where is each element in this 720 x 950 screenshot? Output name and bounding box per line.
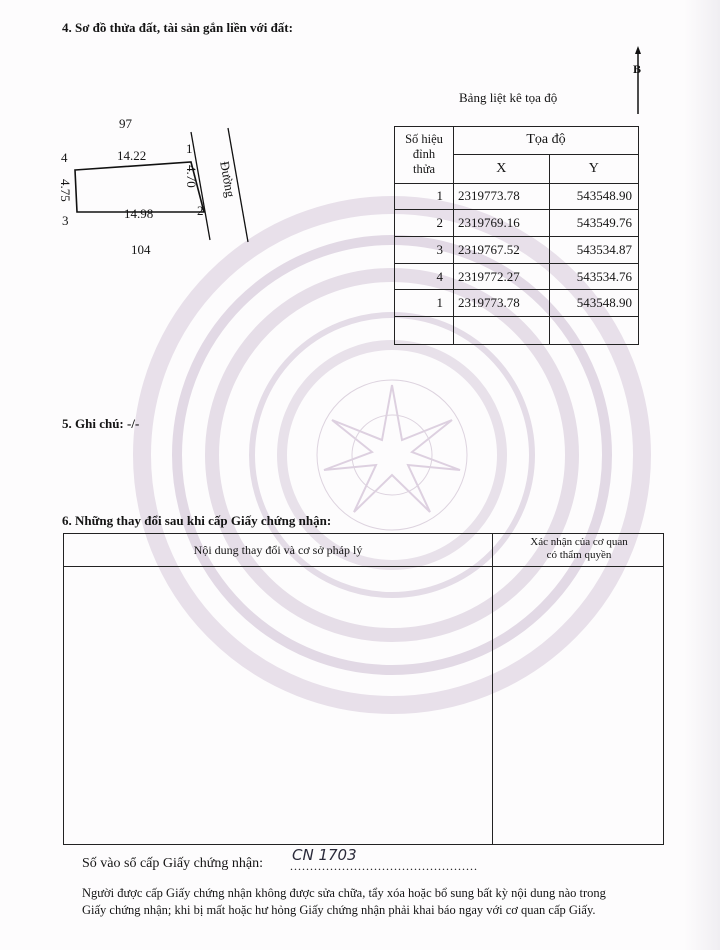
row-point: 3: [395, 237, 454, 264]
edge-length-right: 4.70: [184, 165, 199, 188]
row-point: 4: [395, 263, 454, 290]
table-row: [395, 290, 639, 317]
col-point-header-line2: đỉnh: [412, 147, 436, 162]
changes-table: [63, 533, 664, 845]
table-row: [395, 210, 639, 237]
empty-cell: [454, 317, 550, 345]
table-row-empty: [395, 317, 639, 345]
empty-cell: [549, 317, 638, 345]
row-x: 2319767.52: [454, 237, 550, 264]
neighbor-parcel-top: 97: [119, 116, 132, 131]
row-point: 2: [395, 210, 454, 237]
row-y: 543534.76: [549, 263, 638, 290]
footer-notice: [82, 885, 682, 919]
col-point-header-line3: thửa: [412, 162, 436, 177]
section4-heading: 4. Sơ đồ thửa đất, tài sản gắn liền với đất:: [62, 20, 293, 35]
row-y: 543549.76: [549, 210, 638, 237]
row-point: 1: [395, 290, 454, 317]
road-label: Đường: [217, 160, 239, 199]
footer-line1: Người được cấp Giấy chứng nhận không được sửa chữa, tẩy xóa hoặc bổ sung bất kỳ nội dung nào trong: [82, 886, 606, 900]
changes-confirm-header-line2: có thẩm quyền: [546, 549, 612, 561]
vertex-label-3: 3: [62, 213, 69, 228]
neighbor-parcel-bottom: 104: [131, 242, 151, 257]
coord-table-caption: Bảng liệt kê tọa độ: [459, 90, 558, 105]
row-y: 543548.90: [549, 290, 638, 317]
row-x: 2319772.27: [454, 263, 550, 290]
col-x-header: X: [454, 154, 550, 183]
register-dots: ...............................................: [290, 859, 478, 873]
footer-line2: Giấy chứng nhận; khi bị mất hoặc hư hỏng Giấy chứng nhận phải khai báo ngay với cơ quan cấp Giấy.: [82, 903, 596, 917]
changes-table-divider: [492, 534, 493, 844]
empty-cell: [395, 317, 454, 345]
col-y-header: Y: [549, 154, 638, 183]
row-y: 543534.87: [549, 237, 638, 264]
table-row: [395, 183, 639, 210]
col-point-header-line1: Số hiệu: [405, 132, 443, 147]
page-edge-shadow: [684, 0, 720, 950]
changes-confirm-header: [494, 536, 664, 562]
row-y: 543548.90: [549, 183, 638, 210]
row-x: 2319769.16: [454, 210, 550, 237]
vertex-label-4: 4: [61, 150, 68, 165]
edge-length-bottom: 14.98: [124, 206, 154, 221]
vertex-label-1: 1: [186, 141, 193, 156]
changes-confirm-header-line1: Xác nhận của cơ quan: [530, 536, 628, 548]
edge-length-top: 14.22: [117, 148, 147, 163]
coord-table: [394, 126, 639, 345]
north-label: B: [633, 62, 642, 76]
register-label: Số vào sổ cấp Giấy chứng nhận:: [82, 856, 263, 871]
col-coord-header: Tọa độ: [454, 127, 639, 155]
table-row: [395, 237, 639, 264]
row-x: 2319773.78: [454, 290, 550, 317]
row-x: 2319773.78: [454, 183, 550, 210]
register-value: CN 1703: [292, 846, 357, 864]
row-point: 1: [395, 183, 454, 210]
col-point-header: [395, 127, 454, 184]
changes-table-header-line: [64, 566, 663, 567]
table-row: [395, 263, 639, 290]
section5-heading: 5. Ghi chú: -/-: [62, 416, 140, 431]
section6-heading: 6. Những thay đổi sau khi cấp Giấy chứng nhận:: [62, 513, 332, 528]
edge-length-left: 4.75: [58, 179, 73, 202]
vertex-label-2: 2: [197, 203, 204, 218]
changes-content-header: Nội dung thay đổi và cơ sở pháp lý: [193, 543, 363, 557]
north-arrow-icon: [628, 46, 648, 116]
